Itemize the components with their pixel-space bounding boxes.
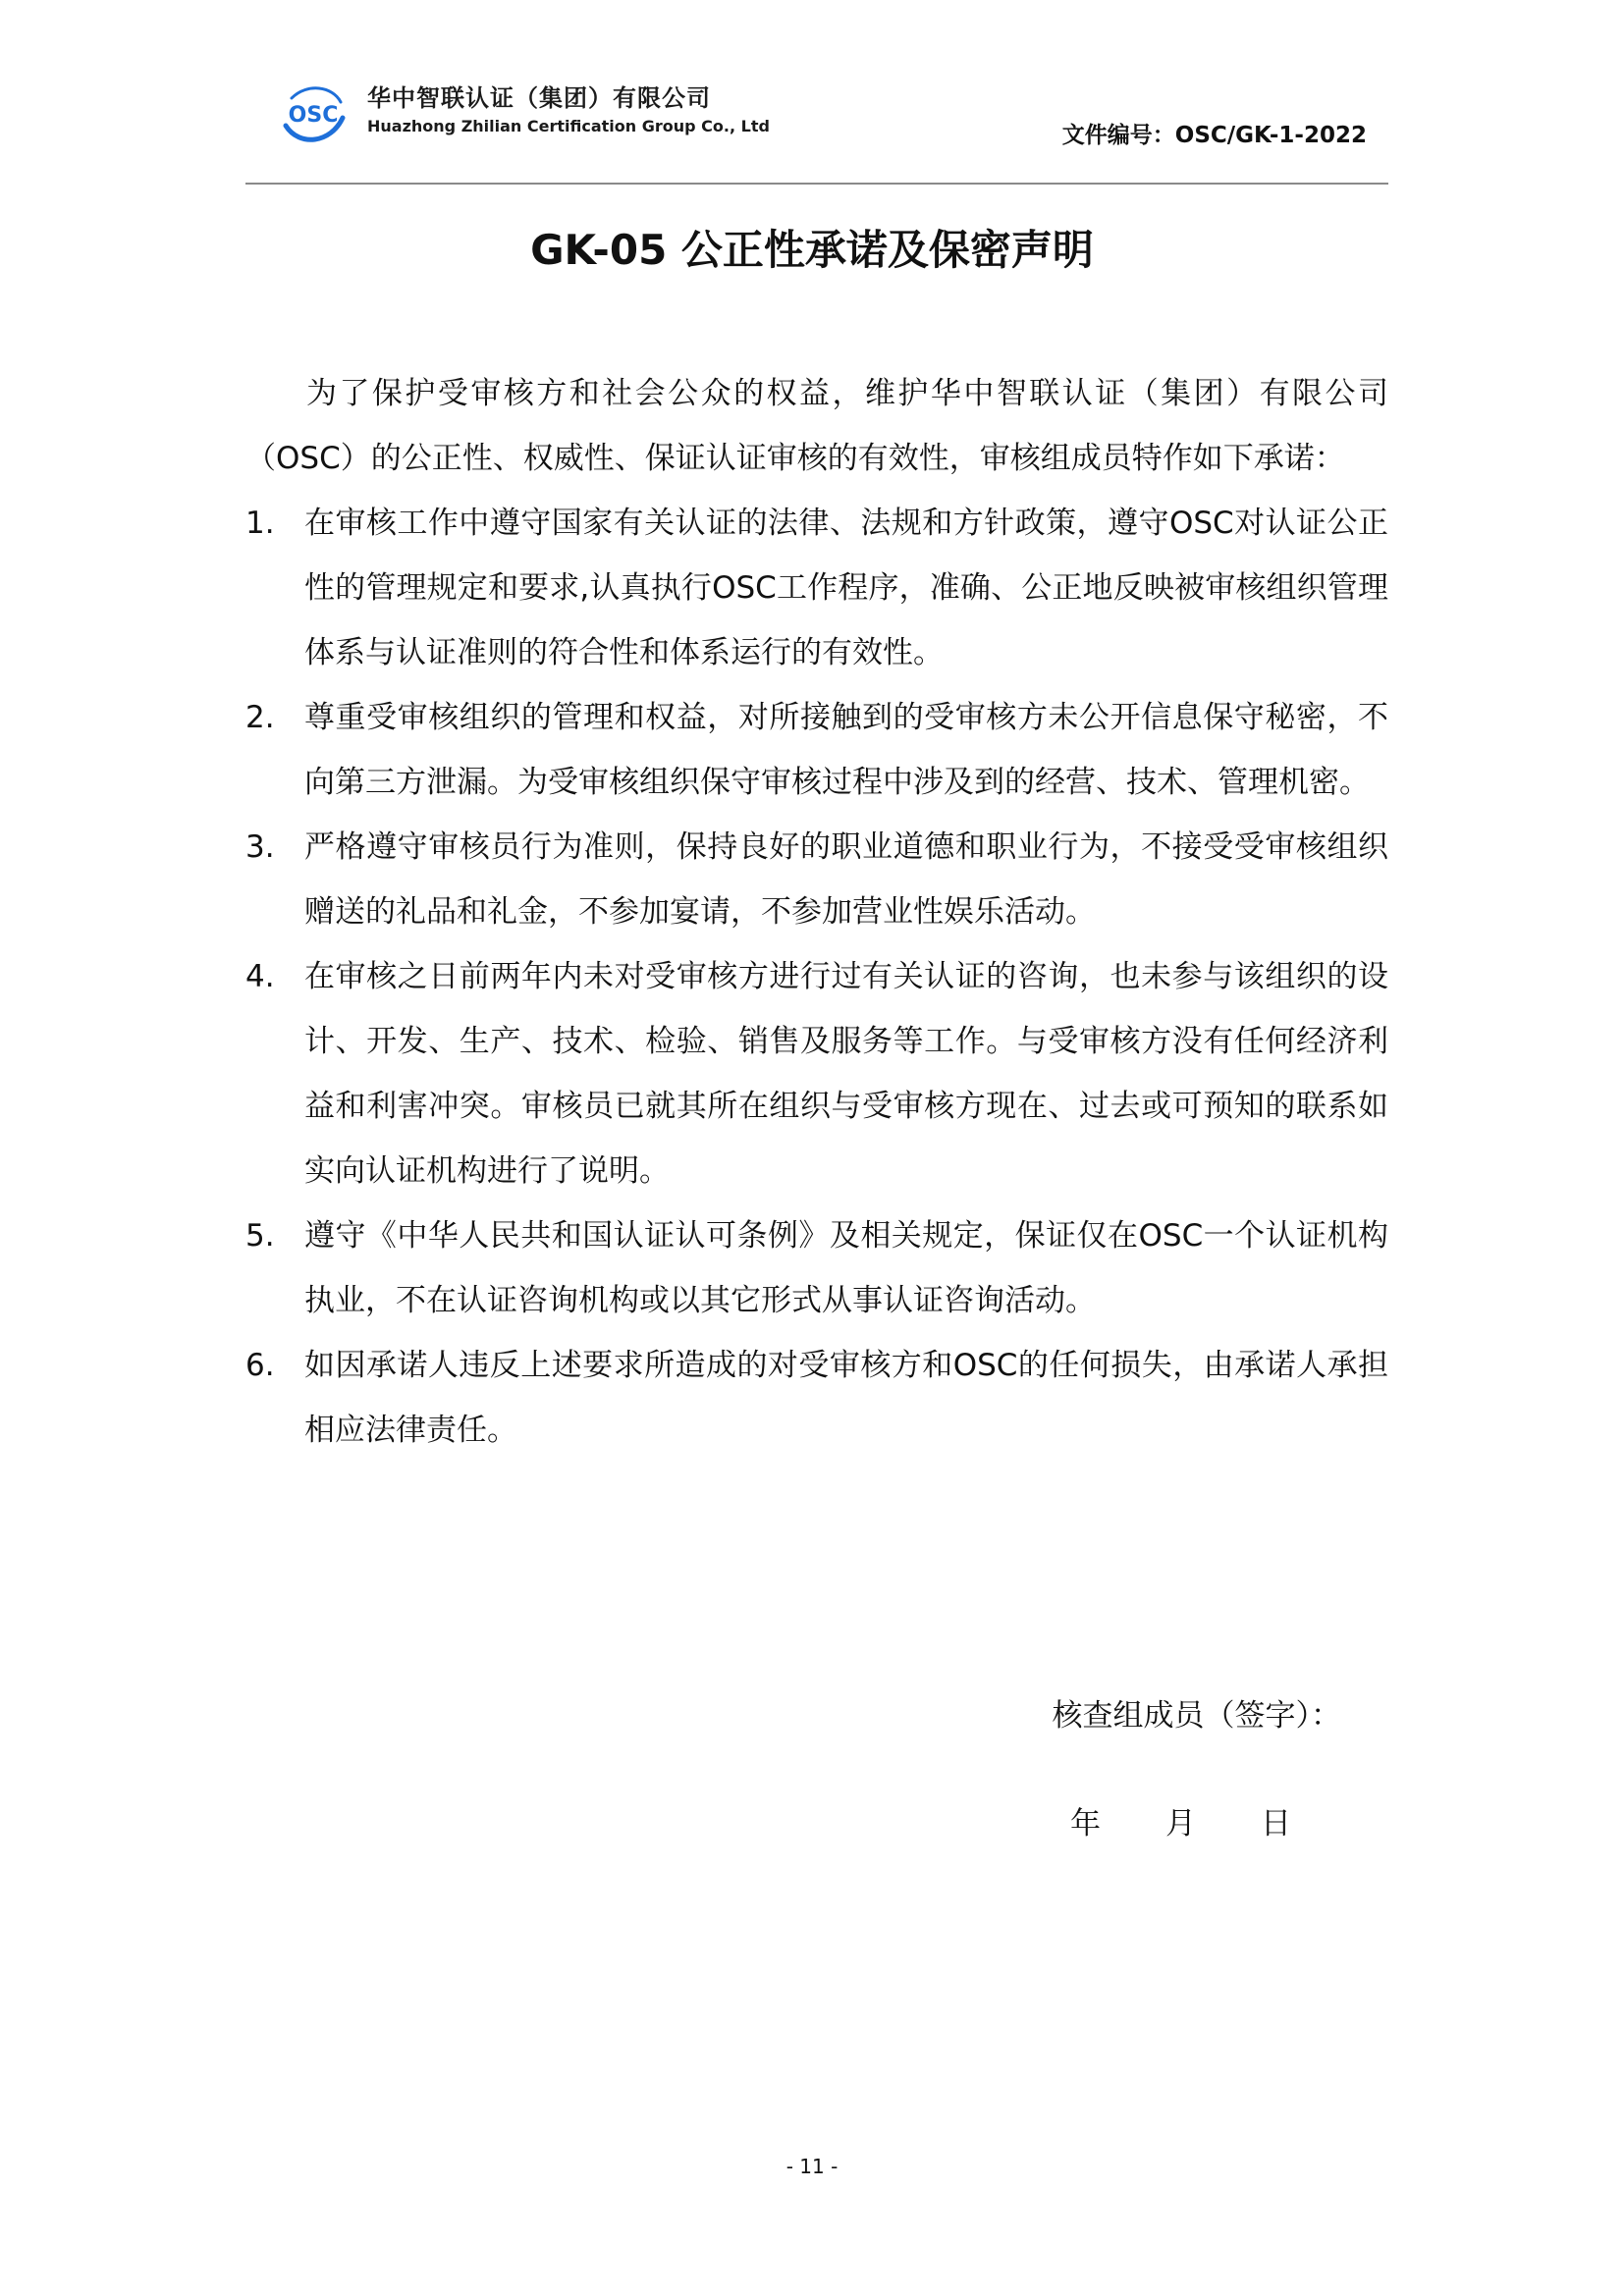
item-number: 4. [245,959,275,994]
page-number: - 11 - [785,2155,839,2178]
header-divider [245,183,1388,185]
page-header [0,0,1624,187]
item-text: 如因承诺人违反上述要求所造成的对受审核方和OSC的任何损失，由承诺人承担相应法律责任。 [304,1348,1388,1448]
item-number: 6. [245,1348,275,1383]
date-year-label: 年 [1070,1806,1101,1842]
document-number: 文件编号：OSC/GK-1-2022 [1061,123,1367,148]
date-day-label: 日 [1261,1806,1291,1842]
commitment-list [245,491,1388,1463]
document-body [245,361,1388,1463]
item-text: 在审核工作中遵守国家有关认证的法律、法规和方针政策，遵守OSC对认证公正性的管理规定和要求,认真执行OSC工作程序，准确、公正地反映被审核组织管理体系与认证准则的符合性和体系运行的有效性。 [304,506,1388,670]
item-text: 在审核之日前两年内未对受审核方进行过有关认证的咨询，也未参与该组织的设计、开发、生产、技术、检验、销售及服务等工作。与受审核方没有任何经济利益和利害冲突。审核员已就其所在组织与受审核方现在、过去或可预知的联系如实向认证机构进行了说明。 [304,959,1388,1189]
list-item [245,491,1388,685]
osc-logo-icon [278,79,349,149]
date-line [1070,1798,1291,1842]
logo-text: OSC [288,103,339,128]
company-name-en: Huazhong Zhilian Certification Group Co., Ltd [367,117,770,135]
item-text: 严格遵守审核员行为准则，保持良好的职业道德和职业行为，不接受受审核组织赠送的礼品和礼金，不参加宴请，不参加营业性娱乐活动。 [304,829,1388,930]
list-item [245,1203,1388,1333]
item-number: 5. [245,1218,275,1254]
item-text: 遵守《中华人民共和国认证认可条例》及相关规定，保证仅在OSC一个认证机构执业，不在认证咨询机构或以其它形式从事认证咨询活动。 [304,1218,1388,1318]
date-month-label: 月 [1165,1806,1196,1842]
list-item [245,815,1388,944]
document-title: GK-05 公正性承诺及保密声明 [530,226,1094,274]
intro-paragraph: 为了保护受审核方和社会公众的权益，维护华中智联认证（集团）有限公司（OSC）的公正性、权威性、保证认证审核的有效性，审核组成员特作如下承诺： [245,376,1388,476]
list-item [245,944,1388,1203]
list-item [245,685,1388,815]
list-item [245,1333,1388,1463]
signature-label: 核查组成员（签字）： [1052,1698,1341,1734]
company-name-cn: 华中智联认证（集团）有限公司 [367,84,711,112]
item-number: 1. [245,506,275,541]
item-number: 2. [245,700,275,735]
item-number: 3. [245,829,275,865]
item-text: 尊重受审核组织的管理和权益，对所接触到的受审核方未公开信息保守秘密，不向第三方泄漏。为受审核组织保守审核过程中涉及到的经营、技术、管理机密。 [304,700,1388,800]
